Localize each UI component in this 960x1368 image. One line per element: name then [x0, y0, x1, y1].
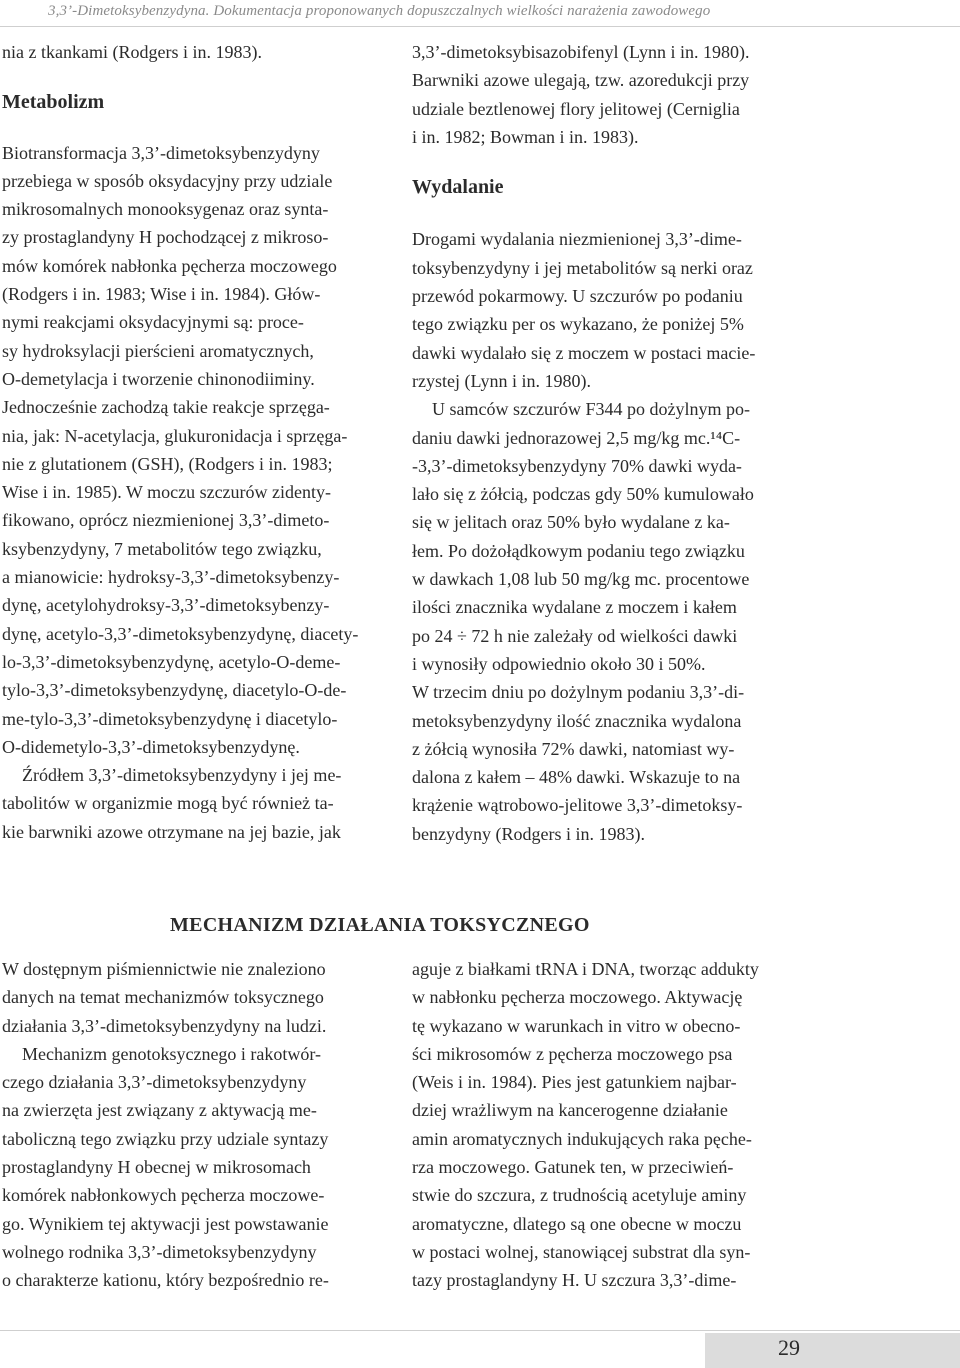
text-line: dynę, acetylohydroksy-3,3’-dimetoksybenzy- [2, 595, 330, 616]
text-line: U samców szczurów F344 po dożylnym po- [432, 399, 750, 420]
text-line: toksybenzydyny i jej metabolitów są nerki oraz [412, 257, 753, 278]
text-line: przebiega w sposób oksydacyjny przy udziale [2, 170, 333, 191]
text-line: O-demetylacja i tworzenie chinonodiiminy. [2, 368, 315, 389]
text-line: zy prostaglandyny H pochodzącej z mikroso- [2, 227, 329, 248]
text-line: Barwniki azowe ulegają, tzw. azoredukcji przy [412, 70, 750, 91]
metabolism-paragraph-1 [2, 139, 390, 762]
excretion-paragraph-1 [412, 225, 800, 395]
text-line: się w jelitach oraz 50% było wydalane z ka- [412, 512, 730, 533]
text-line: (Rodgers i in. 1983; Wise i in. 1984). Głów- [2, 284, 321, 305]
text-line: W trzecim dniu po dożylnym podaniu 3,3’-di- [412, 682, 745, 703]
text-line: Jednocześnie zachodzą takie reakcje sprzęga- [2, 397, 330, 418]
text-line: nie z glutationem (GSH), (Rodgers i in. 1983; [2, 453, 333, 474]
text-line: krążenie wątrobowo-jelitowe 3,3’-dimetoksy- [412, 795, 743, 816]
text-line: Wise i in. 1985). W moczu szczurów zidenty- [2, 482, 332, 503]
footer-divider [0, 1330, 960, 1331]
text-line: tylo-3,3’-dimetoksybenzydynę, diacetylo-O-de- [2, 680, 347, 701]
page-number-box [705, 1333, 960, 1368]
text-line: taboliczną tego związku przy udziale syntazy [2, 1128, 329, 1149]
bottom-right-column [412, 955, 800, 1295]
right-column [412, 38, 800, 848]
text-line: Mechanizm genotoksycznego i rakotwór- [22, 1043, 322, 1064]
text-line: a mianowicie: hydroksy-3,3’-dimetoksybenzy- [2, 567, 340, 588]
heading-metabolizm: Metabolizm [2, 91, 105, 114]
text-line: -3,3’-dimetoksybenzydyny 70% dawki wyda- [412, 455, 742, 476]
text-line: W dostępnym piśmiennictwie nie znaleziono [2, 959, 326, 979]
text-line: w postaci wolnej, stanowiącej substrat dla syn- [412, 1241, 751, 1262]
text-line: tę wykazano w warunkach in vitro w obecno- [412, 1015, 741, 1036]
text-line: metoksybenzydyny ilość znacznika wydalona [412, 710, 742, 731]
text-line: mów komórek nabłonka pęcherza moczowego [2, 255, 337, 276]
text-line: fikowano, oprócz niezmienionej 3,3’-dimeto- [2, 510, 330, 531]
text-line: dynę, acetylo-3,3’-dimetoksybenzydynę, diacety- [2, 623, 359, 644]
text-line: łem. Po dożołądkowym podaniu tego związku [412, 540, 745, 561]
text-line: go. Wynikiem tej aktywacji jest powstawanie [2, 1213, 329, 1234]
text-line: dalona z kałem – 48% dawki. Wskazuje to na [412, 767, 741, 788]
text-line: (Weis i in. 1984). Pies jest gatunkiem najbar- [412, 1072, 737, 1093]
running-header: 3,3’-Dimetoksybenzydyna. Dokumentacja proponowanych dopuszczalnych wielkości narażenia zawodowego [48, 3, 711, 19]
text-line: wolnego rodnika 3,3’-dimetoksybenzydyny [2, 1241, 317, 1262]
text-line: mikrosomalnych monooksygenaz oraz synta- [2, 199, 329, 220]
text-line: nia, jak: N-acetylacja, glukuronidacja i sprzęga- [2, 425, 348, 446]
text-line: nymi reakcjami oksydacyjnymi są: proce- [2, 312, 304, 333]
text-line: tazy prostaglandyny H. U szczura 3,3’-dime- [412, 1270, 737, 1291]
metabolism-paragraph-2 [2, 761, 390, 846]
azo-dyes-paragraph [412, 38, 800, 151]
text-line: czego działania 3,3’-dimetoksybenzydyny [2, 1072, 307, 1093]
text-line: danych na temat mechanizmów toksycznego [2, 987, 324, 1008]
text-line: tego związku per os wykazano, że poniżej 5% [412, 314, 744, 335]
text-line: aromatyczne, dlatego są one obecne w moczu [412, 1213, 742, 1234]
text-line: Źródłem 3,3’-dimetoksybenzydyny i jej me- [22, 765, 342, 786]
text-line: tabolitów w organizmie mogą być również ta- [2, 793, 334, 814]
text-line: kie barwniki azowe otrzymane na jej bazie, jak [2, 821, 341, 842]
text-line: w dawkach 1,08 lub 50 mg/kg mc. procentowe [412, 569, 750, 590]
text-line: dziej wrażliwym na kancerogenne działanie [412, 1100, 728, 1121]
text-line: ści mikrosomów z pęcherza moczowego psa [412, 1043, 733, 1064]
text-line: amin aromatycznych indukujących raka pęche- [412, 1128, 752, 1149]
text-line: udziale beztlenowej flory jelitowej (Cerniglia [412, 98, 740, 119]
text-line: dawki wydalało się z moczem w postaci macie- [412, 342, 756, 363]
text-line: me-tylo-3,3’-dimetoksybenzydynę i diacetylo- [2, 708, 338, 729]
text-line: stwie do szczura, z trudnością acetyluje aminy [412, 1185, 747, 1206]
excretion-paragraph-2 [412, 395, 800, 848]
text-line: daniu dawki jednorazowej 2,5 mg/kg mc.¹⁴C- [412, 427, 741, 448]
mechanism-paragraph-1 [2, 955, 390, 1040]
intro-fragment: nia z tkankami (Rodgers i in. 1983). [2, 42, 262, 62]
text-line: 3,3’-dimetoksybisazobifenyl (Lynn i in. 1980). [412, 42, 750, 62]
text-line: rzystej (Lynn i in. 1980). [412, 370, 591, 391]
text-line: ksybenzydyny, 7 metabolitów tego związku, [2, 538, 322, 559]
left-column [2, 38, 390, 846]
text-line: o charakterze kationu, który bezpośrednio re- [2, 1270, 329, 1291]
text-line: lo-3,3’-dimetoksybenzydynę, acetylo-O-deme- [2, 651, 341, 672]
text-line: w nabłonku pęcherza moczowego. Aktywację [412, 987, 743, 1008]
text-line: prostaglandyny H obecnej w mikrosomach [2, 1157, 311, 1178]
text-line: benzydyny (Rodgers i in. 1983). [412, 823, 645, 844]
text-line: Biotransformacja 3,3’-dimetoksybenzydyny [2, 142, 320, 163]
page-number: 29 [778, 1335, 800, 1360]
text-line: aguje z białkami tRNA i DNA, tworząc addukty [412, 959, 759, 979]
text-line: przewód pokarmowy. U szczurów po podaniu [412, 286, 743, 307]
text-line: komórek nabłonkowych pęcherza moczowe- [2, 1185, 325, 1206]
text-line: sy hydroksylacji pierścieni aromatycznych, [2, 340, 314, 361]
text-line: i in. 1982; Bowman i in. 1983). [412, 126, 639, 147]
mechanism-paragraph-3 [412, 955, 800, 1295]
text-line: po 24 ÷ 72 h nie zależały od wielkości dawki [412, 625, 738, 646]
bottom-left-column [2, 955, 390, 1295]
text-line: O-didemetylo-3,3’-dimetoksybenzydynę. [2, 736, 300, 757]
header-divider [0, 26, 960, 27]
text-line: Drogami wydalania niezmienionej 3,3’-dime- [412, 229, 742, 250]
text-line: ilości znacznika wydalane z moczem i kałem [412, 597, 737, 618]
text-line: działania 3,3’-dimetoksybenzydyny na ludzi. [2, 1015, 327, 1036]
text-line: i wynosiły odpowiednio około 30 i 50%. [412, 653, 706, 674]
text-line: lało się z żółcią, podczas gdy 50% kumulowało [412, 484, 754, 505]
text-line: rza moczowego. Gatunek ten, w przeciwień- [412, 1157, 734, 1178]
text-line: na zwierzęta jest związany z aktywacją me- [2, 1100, 317, 1121]
mechanism-paragraph-2 [2, 1040, 390, 1295]
text-line: z żółcią wynosiła 72% dawki, natomiast wy- [412, 738, 735, 759]
heading-wydalanie: Wydalanie [412, 176, 504, 199]
section-title: MECHANIZM DZIAŁANIA TOKSYCZNEGO [170, 914, 590, 936]
